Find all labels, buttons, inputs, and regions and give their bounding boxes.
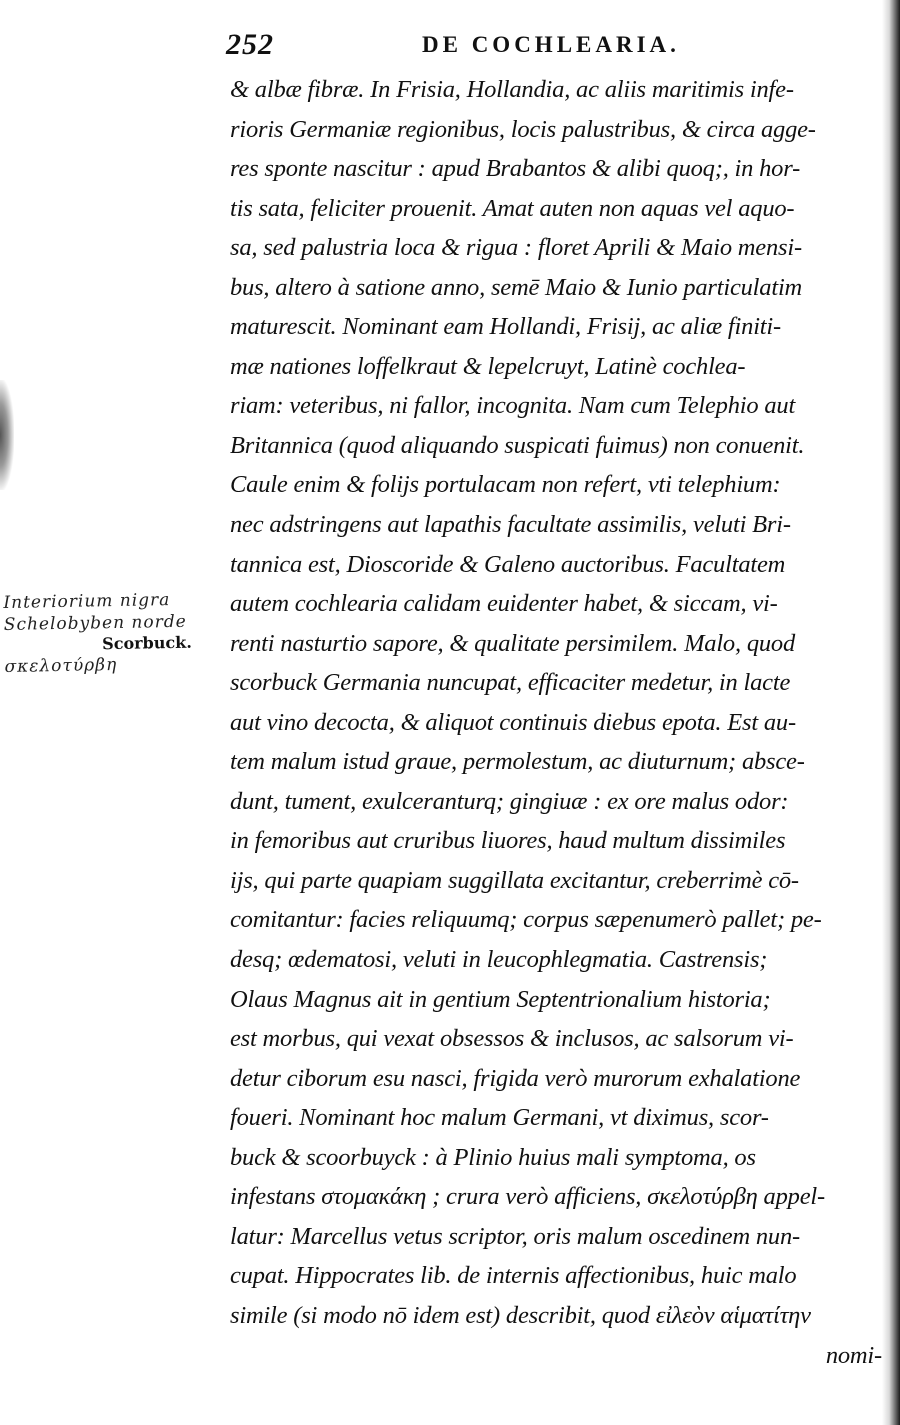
text-line: res sponte nascitur : apud Brabantos & alibi quoq;, in hor- bbox=[230, 155, 801, 183]
text-line: detur ciborum esu nasci, frigida verò murorum exhalatione bbox=[230, 1064, 801, 1092]
text-line: tis sata, feliciter prouenit. Amat auten non aquas vel aquo- bbox=[230, 194, 795, 222]
text-line: in femoribus aut cruribus liuores, haud multum dissimiles bbox=[230, 827, 786, 855]
text-line: bus, altero à satione anno, semē Maio & Iunio particulatim bbox=[230, 273, 803, 301]
text-line: comitantur: facies reliquumq; corpus sæpenumerò pallet; pe- bbox=[230, 906, 822, 934]
handwritten-marginal-note bbox=[3, 588, 228, 678]
text-line: aut vino decocta, & aliquot continuis diebus epota. Est au- bbox=[230, 708, 796, 736]
text-line: Caule enim & folijs portulacam non refert, vti telephium: bbox=[230, 471, 781, 499]
text-line: sa, sed palustria loca & rigua : floret Aprili & Maio mensi- bbox=[230, 234, 802, 262]
text-line: simile (si modo nō idem est) describit, quod εἰλεὸν αἱματίτην bbox=[230, 1301, 811, 1329]
running-title: DE COCHLEARIA. bbox=[422, 32, 680, 57]
marginal-handwriting-line: Schelobyben norde bbox=[3, 611, 187, 635]
text-line: nec adstringens aut lapathis facultate assimilis, veluti Bri- bbox=[230, 511, 791, 539]
text-line: Britannica (quod aliquando suspicati fuimus) non conuenit. bbox=[230, 431, 805, 459]
text-line: Olaus Magnus ait in gentium Septentrionalium historia; bbox=[230, 985, 771, 1013]
text-line: renti nasturtio sapore, & qualitate persimilem. Malo, quod bbox=[230, 629, 796, 657]
marginal-greek-term: σκελοτύρβη bbox=[4, 654, 118, 677]
text-line: tem malum istud graue, permolestum, ac diuturnum; absce- bbox=[230, 748, 805, 776]
text-line: scorbuck Germania nuncupat, efficaciter medetur, in lacte bbox=[230, 669, 791, 697]
text-line: latur: Marcellus vetus scriptor, oris malum oscedinem nun- bbox=[230, 1222, 800, 1250]
text-line: infestans στομακάκη ; crura verò afficiens, σκελοτύρβη appel- bbox=[230, 1183, 825, 1211]
text-line: & albæ fibræ. In Frisia, Hollandia, ac aliis maritimis infe- bbox=[230, 76, 794, 103]
marginal-printed-term: Scorbuck. bbox=[102, 632, 192, 654]
text-line: tannica est, Dioscoride & Galeno auctoribus. Facultatem bbox=[230, 550, 786, 578]
text-line: buck & scoorbuyck : à Plinio huius mali symptoma, os bbox=[230, 1143, 756, 1171]
text-line: desq; œdematosi, veluti in leucophlegmatia. Castrensis; bbox=[230, 946, 768, 974]
page-edge-shadow bbox=[882, 0, 900, 1425]
text-line: dunt, tument, exulceranturq; gingiuæ : ex ore malus odor: bbox=[230, 787, 789, 815]
text-line: est morbus, qui vexat obsessos & inclusos, ac salsorum vi- bbox=[230, 1025, 794, 1053]
text-line: ijs, qui parte quapiam suggillata excitantur, creberrimè cō- bbox=[230, 866, 799, 894]
text-line: mæ nationes loffelkraut & lepelcruyt, Latinè cochlea- bbox=[230, 352, 746, 380]
binding-stain bbox=[0, 380, 14, 490]
catchword: nomi- bbox=[825, 1341, 882, 1369]
text-line: cupat. Hippocrates lib. de internis affectionibus, huic malo bbox=[230, 1262, 797, 1290]
page-header bbox=[226, 26, 876, 62]
body-text bbox=[230, 70, 882, 1375]
text-line: riam: veteribus, ni fallor, incognita. Nam cum Telephio aut bbox=[230, 392, 796, 420]
page-number: 252 bbox=[226, 28, 274, 61]
text-line: autem cochlearia calidam euidenter habet, & siccam, vi- bbox=[230, 590, 778, 618]
text-line: rioris Germaniæ regionibus, locis palustribus, & circa agge- bbox=[230, 115, 816, 143]
marginal-handwriting-line: Interiorium nigra bbox=[3, 590, 171, 613]
text-line: maturescit. Nominant eam Hollandi, Frisij, ac aliæ finiti- bbox=[230, 313, 781, 341]
text-line: foueri. Nominant hoc malum Germani, vt diximus, scor- bbox=[230, 1104, 769, 1132]
